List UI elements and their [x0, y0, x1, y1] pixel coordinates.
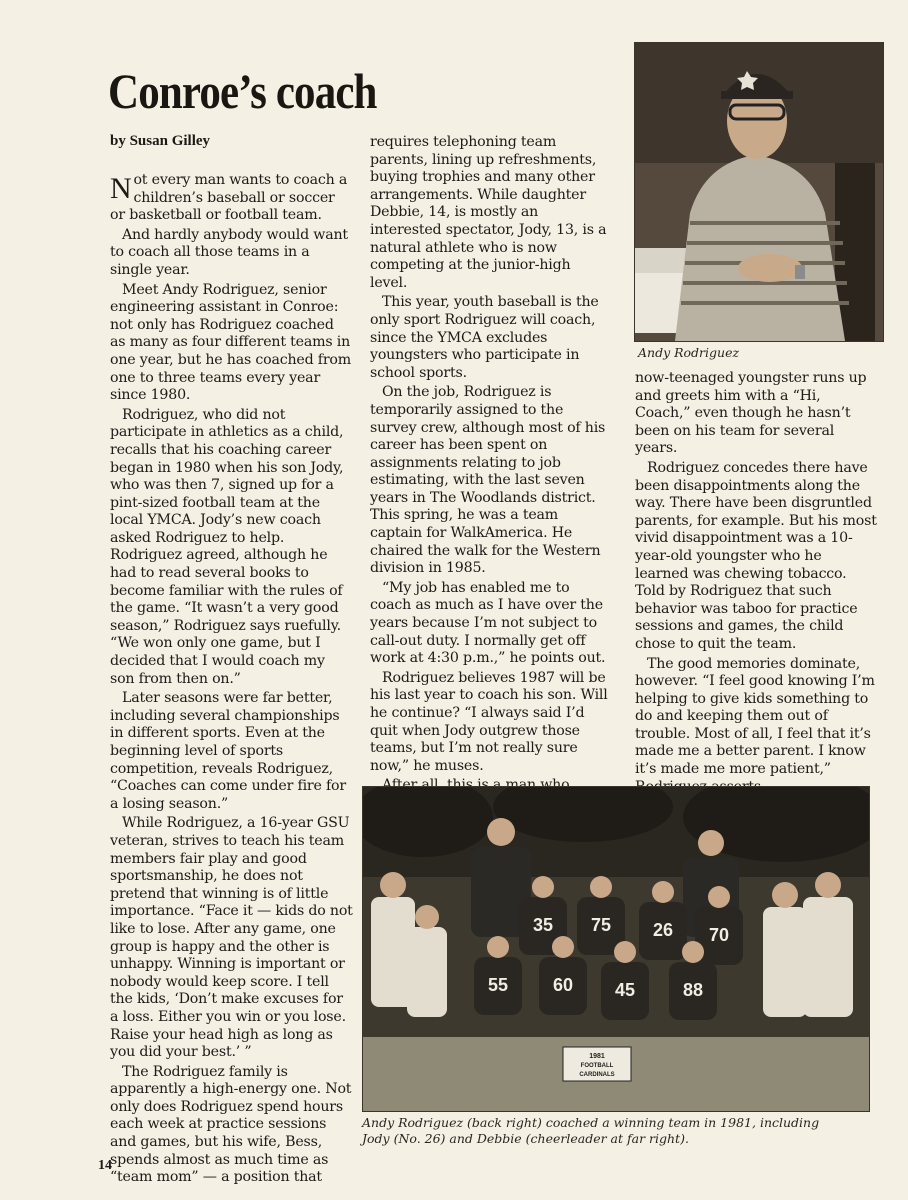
page-number: 14	[98, 1158, 112, 1173]
player-head	[614, 941, 636, 963]
article-paragraph: This year, youth baseball is the only sport Rodriguez will coach, since the YMCA excludes youngsters who participate in school sports.	[370, 294, 599, 381]
article-paragraph: The Rodriguez family is apparently a high-energy one. Not only does Rodriguez spend hours each week at practice sessions and games, but his wife, Bess, spends almost as much time as “team mom” — a position that	[110, 1063, 352, 1186]
portrait-illustration	[635, 43, 883, 341]
article-paragraph: Meet Andy Rodriguez, senior engineering assistant in Conroe: not only has Rodriguez coached as many as four different teams in one year, but he has coached from one to three teams every year since 1980.	[110, 281, 352, 404]
jersey-number: 45	[614, 980, 636, 1000]
jersey-number: 88	[682, 980, 704, 1000]
article-paragraph: Later seasons were far better, including several championships in different sports. Even at the beginning level of sports competition, reveals Rodriguez, “Coaches can come under fire for a losing season.”	[110, 690, 346, 812]
article-paragraph	[110, 172, 353, 225]
article-column-3	[635, 370, 878, 796]
team-sign-line: FOOTBALL	[580, 1063, 614, 1069]
player-head	[590, 876, 612, 898]
player-head	[708, 886, 730, 908]
article-paragraph: Rodriguez concedes there have been disappointments along the way. There have been disgruntled parents, for example. But his most vivid disappointment was a 10-year-old youngster who he learned was chewing tobacco. Told by Rodriguez that such behavior was taboo for practice sessions and games, the child chose to quit the team.	[635, 459, 877, 652]
jersey-number: 55	[487, 975, 509, 995]
article-paragraph: “My job has enabled me to coach as much as I have over the years because I’m not subject to call-out duty. I normally get off work at 4:30 p.m.,” he points out.	[370, 579, 606, 667]
jersey-number: 60	[552, 975, 574, 995]
article-paragraph: requires telephoning team parents, lining up refreshments, buying trophies and many other arrangements. While daughter Debbie, 14, is mostly an interested spectator, Jody, 13, is a natural athlete who is now competing at the junior-high level.	[370, 134, 607, 291]
article-paragraph: Rodriguez, who did not participate in athletics as a child, recalls that his coaching career began in 1980 when his son Jody, who was then 7, signed up for a pint-sized football team at the local YMCA. Jody’s new coach asked Rodriguez to help. Rodriguez agreed, although he had to read several books to become familiar with the rules of the game. “It wasn’t a very good season,” Rodriguez says ruefully. “We won only one game, but I decided that I would coach my son from then on.”	[110, 406, 344, 687]
article-column-2	[370, 134, 610, 813]
drop-cap: N	[110, 172, 132, 205]
article-paragraph: On the job, Rodriguez is temporarily assigned to the survey crew, although most of his career has been spent on assignments relating to job estimating, with the last seven years in The Woodlands district. This spring, he was a team captain for WalkAmerica. He chaired the walk for the Western division in 1985.	[370, 384, 606, 577]
article-paragraph: now-teenaged youngster runs up and greets him with a “Hi, Coach,” even though he hasn’t been on his team for several years.	[635, 370, 867, 457]
article-byline: by Susan Gilley	[110, 133, 211, 149]
paragraph-text: ot every man wants to coach a children’s baseball or soccer or basketball or football team.	[110, 172, 348, 224]
player-head	[552, 936, 574, 958]
jersey-number: 35	[532, 915, 554, 935]
article-paragraph: While Rodriguez, a 16-year GSU veteran, strives to teach his team members fair play and good sportsmanship, he does not pretend that winning is of little importance. “Face it — kids do not like to lose. After any game, one group is happy and the other is unhappy. Winning is important or nobody would keep score. I tell the kids, ‘Don’t make excuses for a loss. Either you win or you lose. Raise your head high as long as you did your best.’ ”	[110, 815, 353, 1061]
portrait-caption: Andy Rodriguez	[638, 345, 740, 360]
article-title: Conroe’s coach	[108, 63, 377, 119]
team-sign-line: 1981	[589, 1053, 605, 1060]
team-sign-line: CARDINALS	[579, 1072, 615, 1078]
article-paragraph: The good memories dominate, however. “I feel good knowing I’m helping to give kids something to do and keeping them out of trouble. Most of all, I feel that it’s made me a better parent. I know it’s made me more patient,”	[635, 655, 875, 778]
team-photo	[362, 786, 870, 1112]
portrait-photo	[634, 42, 884, 342]
team-illustration	[363, 787, 869, 1111]
player-head	[532, 876, 554, 898]
player-head	[652, 881, 674, 903]
jersey-number: 26	[652, 920, 674, 940]
jersey-number: 70	[708, 925, 730, 945]
article-paragraph: And hardly anybody would want to coach all those teams in a single year.	[110, 226, 348, 278]
article-column-1	[110, 172, 353, 1187]
jersey-number: 75	[590, 915, 612, 935]
article-paragraph: Rodriguez believes 1987 will be his last year to coach his son. Will he continue? “I always said I’d quit when Jody outgrew those teams, but I’m not really sure now,” he muses.	[370, 669, 608, 774]
team-photo-caption: Andy Rodriguez (back right) coached a winning team in 1981, including Jody (No. 26) and Debbie (cheerleader at far right).	[362, 1115, 820, 1146]
player-head	[487, 936, 509, 958]
player-head	[682, 941, 704, 963]
